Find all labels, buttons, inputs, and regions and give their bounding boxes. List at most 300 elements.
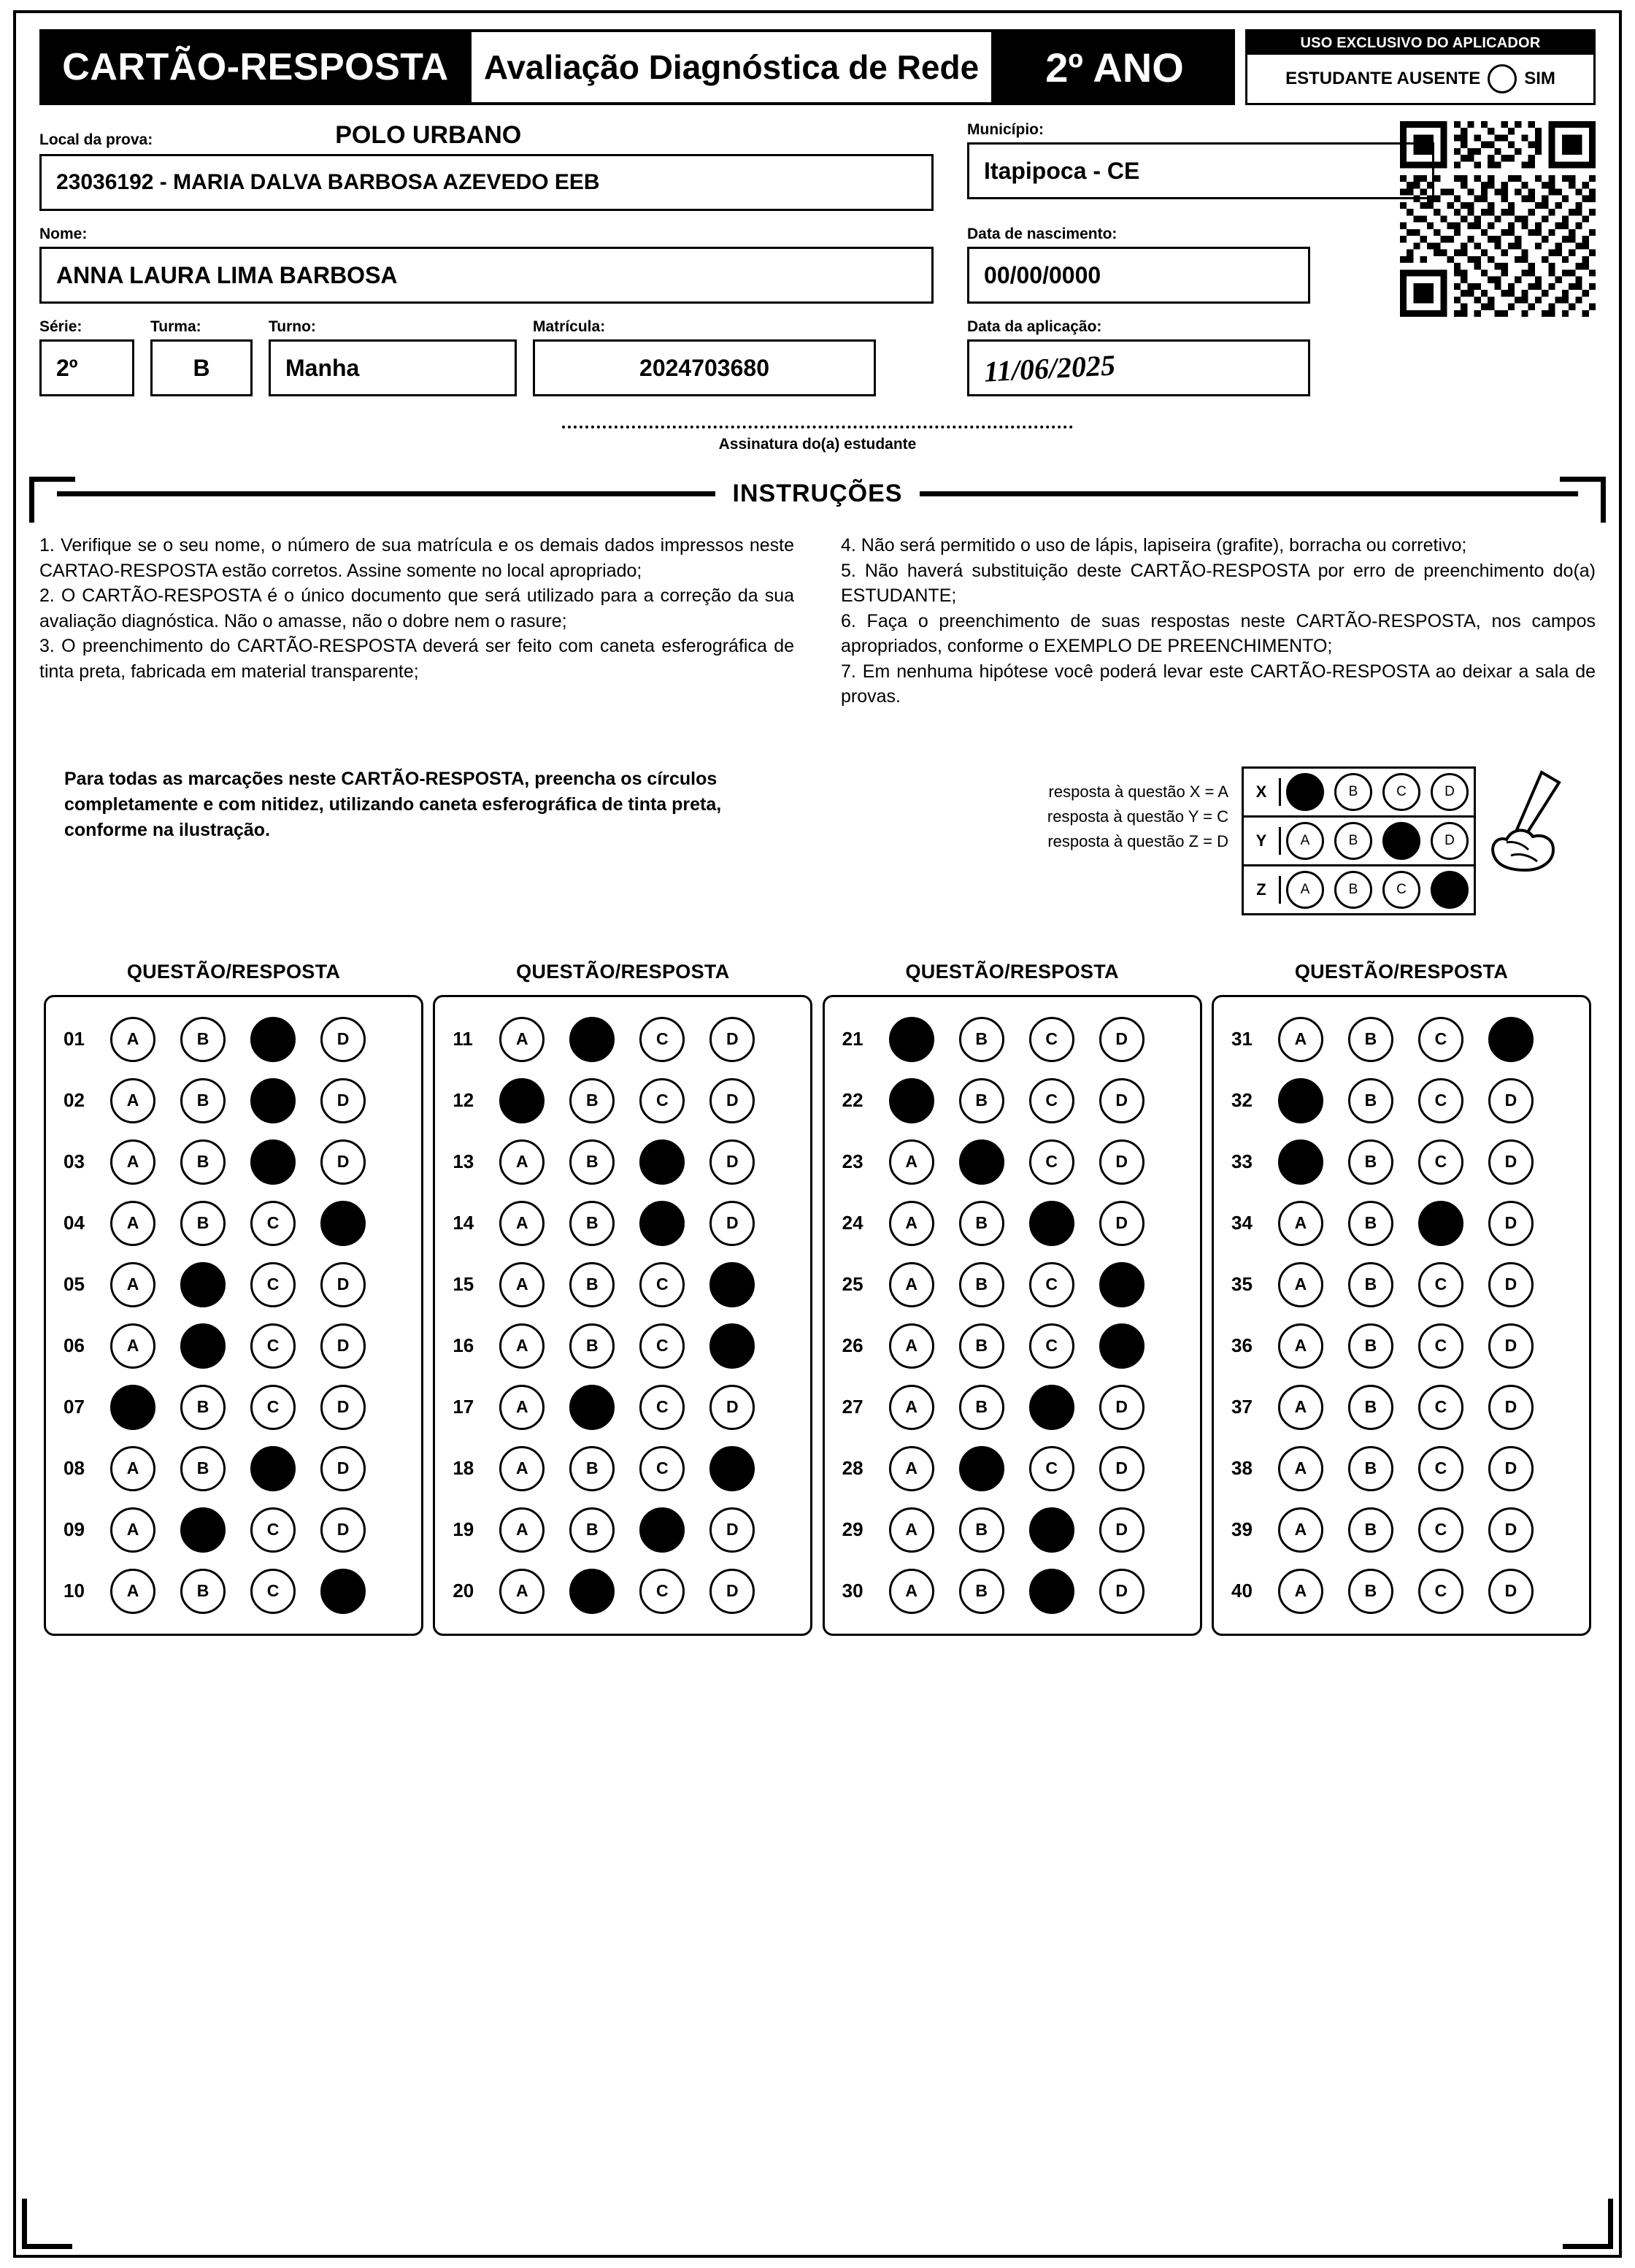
bubble-b[interactable]: B [180,1017,226,1062]
bubble-d[interactable]: D [1099,1507,1144,1553]
bubble-d[interactable]: D [1099,1569,1144,1614]
bubble-d[interactable]: D [320,1446,366,1491]
bubble-a[interactable]: A [889,1446,934,1491]
bubble-a[interactable]: A [889,1569,934,1614]
bubble-d[interactable]: D [1488,1569,1534,1614]
bubble-b[interactable]: B [959,1139,1004,1185]
answer-row [834,1009,1191,1070]
bubble-a[interactable]: A [110,1385,155,1430]
example-legend-line: resposta à questão X = A [1048,782,1228,801]
answer-row [444,1438,801,1499]
bubble-d[interactable]: D [709,1139,755,1185]
nascimento-field: 00/00/0000 [967,247,1310,304]
bubble-c[interactable]: C [639,1446,685,1491]
bubble-a[interactable]: A [499,1262,545,1307]
bubble-c[interactable]: C [1418,1139,1463,1185]
bubble-a[interactable]: A [110,1507,155,1553]
question-number: 24 [842,1212,863,1234]
bubble-a[interactable]: A [1278,1201,1323,1246]
answer-row [1223,1561,1580,1622]
bubble-c[interactable]: C [639,1262,685,1307]
answer-column [823,961,1202,1636]
question-number: 15 [453,1273,474,1295]
bubble-a[interactable]: A [1278,1323,1323,1369]
question-number: 21 [842,1028,863,1050]
turno-field: Manha [269,339,517,396]
example-grid [1242,766,1476,915]
bubble-a[interactable]: A [1278,1569,1323,1614]
bubble-c[interactable]: C [639,1139,685,1185]
bubble-b[interactable]: B [569,1507,615,1553]
bubble-a[interactable]: A [1278,1507,1323,1553]
school-field: 23036192 - MARIA DALVA BARBOSA AZEVEDO EEB [39,154,934,211]
answer-row [834,1070,1191,1131]
bubble-b[interactable]: B [569,1017,615,1062]
bubble-d[interactable]: D [320,1323,366,1369]
question-number: 33 [1231,1150,1253,1172]
bubble-a[interactable]: A [1278,1078,1323,1123]
answer-column [44,961,423,1636]
bubble-b[interactable]: B [180,1078,226,1123]
bubble-d[interactable]: D [709,1262,755,1307]
bubble-c[interactable]: C [1029,1017,1074,1062]
bubble-c[interactable]: C [250,1446,296,1491]
bubble-a[interactable]: A [110,1017,155,1062]
bubble-a[interactable]: A [110,1323,155,1369]
bubble-d[interactable]: D [320,1507,366,1553]
bubble-a[interactable]: A [499,1201,545,1246]
bubble-d[interactable]: D [1488,1446,1534,1491]
municipio-label: Município: [967,121,1044,138]
question-number: 20 [453,1580,474,1602]
answer-column-title: QUESTÃO/RESPOSTA [516,960,730,983]
example-bubble: A [1286,822,1324,860]
answer-row [1223,1499,1580,1561]
bubble-b[interactable]: B [569,1139,615,1185]
question-number: 06 [64,1334,85,1356]
corner-mark-bottom-left [22,2199,72,2249]
answer-row [55,1193,412,1254]
bubble-c[interactable]: C [1418,1262,1463,1307]
question-number: 27 [842,1396,863,1418]
answer-row [444,1193,801,1254]
bubble-b[interactable]: B [569,1323,615,1369]
bubble-c[interactable]: C [250,1323,296,1369]
instruction-item: 6. Faça o preenchimento de suas respostas neste CARTÃO-RESPOSTA, nos campos apropriados, conforme o EXEMPLO DE PREENCHIMENTO; [841,610,1596,656]
answer-row [444,1131,801,1193]
bubble-b[interactable]: B [959,1262,1004,1307]
corner-mark-top-right [1560,477,1606,523]
bubble-b[interactable]: B [959,1569,1004,1614]
bubble-d[interactable]: D [1099,1078,1144,1123]
question-number: 18 [453,1457,474,1479]
answer-row [1223,1009,1580,1070]
bubble-a[interactable]: A [499,1078,545,1123]
bubble-d[interactable]: D [709,1078,755,1123]
question-number: 29 [842,1518,863,1540]
bubble-b[interactable]: B [180,1446,226,1491]
answer-row [1223,1254,1580,1315]
bubble-d[interactable]: D [709,1569,755,1614]
answer-row [55,1009,412,1070]
bubble-a[interactable]: A [110,1262,155,1307]
question-number: 12 [453,1089,474,1111]
example-bubble: B [1334,822,1372,860]
bubble-c[interactable]: C [1029,1569,1074,1614]
example-row-label: Z [1244,876,1281,904]
instruction-item: 1. Verifique se o seu nome, o número de sua matrícula e os demais dados impressos neste CARTAO-RESPOSTA estão corretos. Assine somente no local apropriado; [39,535,794,581]
bubble-c[interactable]: C [1029,1262,1074,1307]
bubble-d[interactable]: D [1099,1139,1144,1185]
answer-row [1223,1131,1580,1193]
question-number: 37 [1231,1396,1253,1418]
bubble-b[interactable]: B [1348,1446,1393,1491]
answer-row [1223,1438,1580,1499]
answer-row [834,1315,1191,1377]
bubble-b[interactable]: B [1348,1201,1393,1246]
instructions-rule-left [57,491,715,496]
example-bubble: D [1431,822,1469,860]
bubble-b[interactable]: B [1348,1017,1393,1062]
bubble-b[interactable]: B [180,1201,226,1246]
answer-row [55,1070,412,1131]
bubble-d[interactable]: D [709,1201,755,1246]
bubble-a[interactable]: A [1278,1446,1323,1491]
example-row-label: Y [1244,827,1281,855]
question-number: 14 [453,1212,474,1234]
municipio-field: Itapipoca - CE [967,142,1434,199]
bubble-a[interactable]: A [110,1139,155,1185]
corner-mark-bottom-right [1563,2199,1613,2249]
bubble-c[interactable]: C [1418,1385,1463,1430]
bubble-d[interactable]: D [709,1507,755,1553]
example-row [1244,866,1474,913]
bubble-d[interactable]: D [320,1078,366,1123]
bubble-a[interactable]: A [110,1201,155,1246]
bubble-b[interactable]: B [569,1446,615,1491]
question-number: 07 [64,1396,85,1418]
bubble-b[interactable]: B [1348,1569,1393,1614]
answer-row [55,1131,412,1193]
question-number: 35 [1231,1273,1253,1295]
bubble-d[interactable]: D [320,1017,366,1062]
bubble-d[interactable]: D [709,1385,755,1430]
bubble-b[interactable]: B [180,1262,226,1307]
bubble-a[interactable]: A [499,1507,545,1553]
instructions-title: INSTRUÇÕES [732,480,903,507]
bubble-d[interactable]: D [1488,1323,1534,1369]
bubble-c[interactable]: C [250,1507,296,1553]
bubble-b[interactable]: B [1348,1507,1393,1553]
bubble-b[interactable]: B [180,1569,226,1614]
bubble-d[interactable]: D [1099,1385,1144,1430]
bubble-c[interactable]: C [1418,1569,1463,1614]
bubble-a[interactable]: A [889,1139,934,1185]
bubble-a[interactable]: A [1278,1017,1323,1062]
example-row [1244,769,1474,818]
serie-label: Série: [39,318,82,335]
identification-block [39,121,1596,396]
bubble-d[interactable]: D [1488,1017,1534,1062]
corner-mark-top-left [29,477,75,523]
bubble-c[interactable]: C [639,1507,685,1553]
bubble-c[interactable]: C [250,1569,296,1614]
bubble-c[interactable]: C [1029,1139,1074,1185]
local-label: Local da prova: [39,131,153,148]
bubble-d[interactable]: D [1099,1017,1144,1062]
bubble-a[interactable]: A [889,1385,934,1430]
fill-example [784,766,1596,915]
grade-year: 2º ANO [994,29,1235,105]
answer-card-3 [823,995,1202,1636]
absent-yes-label: SIM [1524,69,1555,88]
bubble-b[interactable]: B [1348,1078,1393,1123]
bubble-a[interactable]: A [110,1446,155,1491]
answer-column [433,961,812,1636]
turma-label: Turma: [150,318,201,335]
bubble-b[interactable]: B [1348,1262,1393,1307]
bubble-c[interactable]: C [250,1201,296,1246]
instructions-column-left [39,533,794,710]
answer-column-title: QUESTÃO/RESPOSTA [905,960,1119,983]
serie-field: 2º [39,339,134,396]
aplicacao-field: 11/06/2025 [982,347,1117,388]
bubble-b[interactable]: B [180,1385,226,1430]
example-bubble: C [1382,871,1420,909]
question-number: 09 [64,1518,85,1540]
bubble-b[interactable]: B [1348,1139,1393,1185]
bubble-c[interactable]: C [250,1262,296,1307]
bubble-b[interactable]: B [1348,1323,1393,1369]
example-bubble: D [1431,871,1469,909]
bubble-c[interactable]: C [1029,1385,1074,1430]
answer-row [55,1561,412,1622]
instruction-item: 7. Em nenhuma hipótese você poderá levar este CARTÃO-RESPOSTA ao deixar a sala de provas. [841,661,1596,707]
bubble-a[interactable]: A [1278,1385,1323,1430]
question-number: 32 [1231,1089,1253,1111]
answer-row [444,1377,801,1438]
polo-value: POLO URBANO [335,121,522,149]
bubble-b[interactable]: B [180,1507,226,1553]
bubble-d[interactable]: D [1099,1201,1144,1246]
instructions-column-right [841,533,1596,710]
answer-row [834,1131,1191,1193]
bubble-a[interactable]: A [889,1017,934,1062]
header [39,29,1596,105]
bubble-a[interactable]: A [889,1262,934,1307]
bubble-d[interactable]: D [320,1385,366,1430]
question-number: 02 [64,1089,85,1111]
bubble-a[interactable]: A [1278,1139,1323,1185]
bubble-c[interactable]: C [1418,1446,1463,1491]
absent-bubble[interactable] [1488,64,1517,93]
applicator-box [1245,29,1596,105]
bubble-d[interactable]: D [1099,1446,1144,1491]
bubble-c[interactable]: C [1029,1201,1074,1246]
instruction-item: 5. Não haverá substituição deste CARTÃO-RESPOSTA por erro de preenchimento do(a) ESTUDANTE; [841,560,1596,606]
bubble-c[interactable]: C [1029,1446,1074,1491]
bubble-c[interactable]: C [1418,1323,1463,1369]
answer-row [444,1009,801,1070]
bubble-a[interactable]: A [499,1385,545,1430]
bubble-b[interactable]: B [959,1507,1004,1553]
question-number: 36 [1231,1334,1253,1356]
bubble-b[interactable]: B [569,1078,615,1123]
example-bubble: A [1286,871,1324,909]
bubble-d[interactable]: D [1488,1078,1534,1123]
answer-row [834,1438,1191,1499]
bubble-d[interactable]: D [1488,1385,1534,1430]
bubble-d[interactable]: D [320,1201,366,1246]
question-number: 39 [1231,1518,1253,1540]
nascimento-label: Data de nascimento: [967,226,1117,242]
bubble-a[interactable]: A [499,1323,545,1369]
bubble-c[interactable]: C [1418,1078,1463,1123]
fill-instructions-text: Para todas as marcações neste CARTÃO-RESPOSTA, preencha os círculos completamente e com nitidez, utilizando caneta esferográfica de tinta preta, conforme na ilustração. [64,768,722,840]
answer-row [55,1254,412,1315]
bubble-b[interactable]: B [569,1201,615,1246]
bubble-c[interactable]: C [1029,1078,1074,1123]
answer-row [55,1499,412,1561]
bubble-b[interactable]: B [959,1446,1004,1491]
example-bubble: D [1431,773,1469,811]
signature-line[interactable] [562,421,1073,428]
bubble-a[interactable]: A [110,1078,155,1123]
turma-field: B [150,339,253,396]
bubble-b[interactable]: B [180,1323,226,1369]
example-bubble: C [1382,773,1420,811]
matricula-field: 2024703680 [533,339,876,396]
bubble-a[interactable]: A [110,1569,155,1614]
instruction-item: 3. O preenchimento do CARTÃO-RESPOSTA deverá ser feito com caneta esferográfica de tinta preta, fabricada em material transparente; [39,636,794,682]
absent-label: ESTUDANTE AUSENTE [1285,69,1481,88]
bubble-a[interactable]: A [499,1139,545,1185]
bubble-b[interactable]: B [959,1323,1004,1369]
question-number: 26 [842,1334,863,1356]
answer-row [834,1377,1191,1438]
bubble-c[interactable]: C [250,1078,296,1123]
bubble-a[interactable]: A [889,1078,934,1123]
bubble-b[interactable]: B [1348,1385,1393,1430]
applicator-only-label: USO EXCLUSIVO DO APLICADOR [1247,31,1593,55]
example-bubble: B [1334,773,1372,811]
nome-label: Nome: [39,226,88,242]
bubble-d[interactable]: D [1099,1262,1144,1307]
question-number: 19 [453,1518,474,1540]
bubble-d[interactable]: D [709,1017,755,1062]
answer-card-4 [1212,995,1591,1636]
bubble-c[interactable]: C [1418,1017,1463,1062]
bubble-d[interactable]: D [1488,1201,1534,1246]
answer-column-title: QUESTÃO/RESPOSTA [1294,960,1509,983]
question-number: 30 [842,1580,863,1602]
hand-pen-icon [1472,766,1581,876]
absent-row [1247,55,1593,103]
answer-row [444,1499,801,1561]
bubble-d[interactable]: D [320,1569,366,1614]
signature-area [39,421,1596,453]
bubble-d[interactable]: D [1099,1323,1144,1369]
bubble-c[interactable]: C [1418,1507,1463,1553]
question-number: 40 [1231,1580,1253,1602]
bubble-b[interactable]: B [959,1201,1004,1246]
bubble-c[interactable]: C [639,1017,685,1062]
bubble-b[interactable]: B [959,1017,1004,1062]
bubble-d[interactable]: D [709,1323,755,1369]
example-row-label: X [1244,778,1281,806]
bubble-d[interactable]: D [1488,1507,1534,1553]
bubble-a[interactable]: A [499,1446,545,1491]
bubble-c[interactable]: C [1029,1323,1074,1369]
example-bubble: B [1334,871,1372,909]
bubble-c[interactable]: C [250,1017,296,1062]
bubble-c[interactable]: C [1029,1507,1074,1553]
answer-row [834,1193,1191,1254]
answer-row [1223,1070,1580,1131]
bubble-d[interactable]: D [320,1139,366,1185]
bubble-c[interactable]: C [639,1569,685,1614]
answer-column [1212,961,1591,1636]
card-title: CARTÃO-RESPOSTA [39,29,472,105]
bubble-a[interactable]: A [889,1507,934,1553]
bubble-c[interactable]: C [639,1385,685,1430]
bubble-c[interactable]: C [639,1078,685,1123]
aplicacao-label: Data da aplicação: [967,318,1102,335]
bubble-b[interactable]: B [959,1078,1004,1123]
bubble-a[interactable]: A [499,1569,545,1614]
bubble-b[interactable]: B [180,1139,226,1185]
bubble-c[interactable]: C [1418,1201,1463,1246]
question-number: 17 [453,1396,474,1418]
answer-row [444,1070,801,1131]
answer-row [834,1254,1191,1315]
instructions-region [39,480,1596,915]
question-number: 10 [64,1580,85,1602]
bubble-b[interactable]: B [569,1385,615,1430]
bubble-b[interactable]: B [569,1569,615,1614]
question-number: 28 [842,1457,863,1479]
answer-row [1223,1315,1580,1377]
bubble-c[interactable]: C [250,1385,296,1430]
bubble-b[interactable]: B [569,1262,615,1307]
bubble-c[interactable]: C [639,1201,685,1246]
nome-field: ANNA LAURA LIMA BARBOSA [39,247,934,304]
answer-row [444,1254,801,1315]
question-number: 13 [453,1150,474,1172]
bubble-d[interactable]: D [1488,1139,1534,1185]
bubble-c[interactable]: C [639,1323,685,1369]
bubble-a[interactable]: A [889,1323,934,1369]
bubble-d[interactable]: D [709,1446,755,1491]
bubble-a[interactable]: A [889,1201,934,1246]
question-number: 23 [842,1150,863,1172]
example-bubble: C [1382,822,1420,860]
bubble-b[interactable]: B [959,1385,1004,1430]
bubble-d[interactable]: D [1488,1262,1534,1307]
bubble-a[interactable]: A [1278,1262,1323,1307]
exam-title: Avaliação Diagnóstica de Rede [472,29,994,105]
answer-row [444,1315,801,1377]
bubble-a[interactable]: A [499,1017,545,1062]
bubble-d[interactable]: D [320,1262,366,1307]
question-number: 22 [842,1089,863,1111]
turno-label: Turno: [269,318,316,335]
example-legend [1047,766,1228,854]
question-number: 31 [1231,1028,1253,1050]
bubble-c[interactable]: C [250,1139,296,1185]
example-bubble: A [1286,773,1324,811]
answer-grid [39,961,1596,1636]
